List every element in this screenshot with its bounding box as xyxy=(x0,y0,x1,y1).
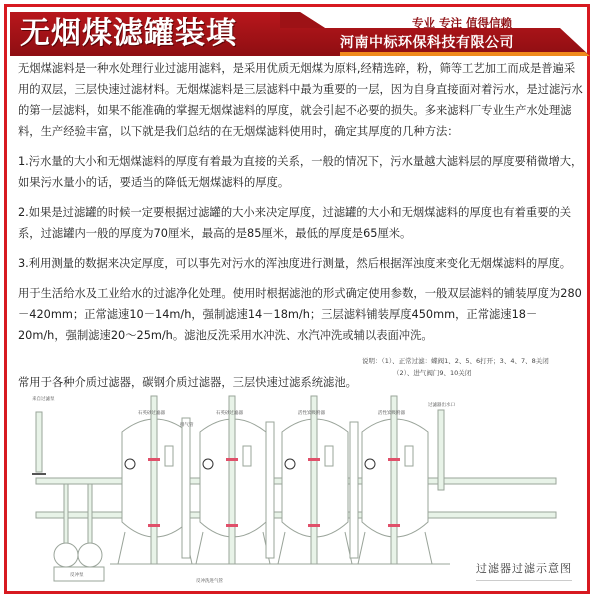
intro-paragraph: 无烟煤滤料是一种水处理行业过滤用滤料，是采用优质无烟煤为原料,经精选碎，粉，筛等工艺加工而成是普遍采用的双层，三层快速过滤材料。无烟煤滤料是三层滤料中最为重要的一层，因为自身直接面对着污水，是过滤污水的第一层滤料，如果不能准确的掌握无烟煤滤料的厚度，就会引起不必要的损失。多来滤料厂专业生产水处理滤料，生产经验丰富，以下就是我们总结的在无烟煤滤料使用时，确定其厚度的几种方法： xyxy=(18,62,583,138)
diagram-note xyxy=(362,355,549,379)
method-2: 2.如果是过滤罐的时候一定要根据过滤罐的大小来决定厚度，过滤罐的大小和无烟煤滤料的厚度也有着重要的关系，过滤罐内一般的厚度为70厘米，最高的是85厘米，最低的厚度是65厘米。 xyxy=(18,206,572,240)
note-line-1: 说明：（1）、正常过滤：蝶阀1、2、5、6打开；3、4、7、8关闭 xyxy=(362,357,549,365)
vent-label: 排气管 xyxy=(180,423,194,428)
inlet-label: 来自过滤泵 xyxy=(32,397,55,402)
tank-label-4: 活性炭吸附器 xyxy=(378,411,405,416)
pump-label: 反冲泵 xyxy=(70,573,84,578)
company-name: 河南中标环保科技有限公司 xyxy=(340,35,514,51)
outlet-label: 过滤器出水口 xyxy=(428,403,455,408)
tank-label-2: 石英砂过滤器 xyxy=(216,411,243,416)
header-banner xyxy=(10,12,590,56)
diagram-caption: 过滤器过滤示意图 xyxy=(476,560,572,581)
note-line-2: （2）、进气阀门9、10关闭 xyxy=(393,369,472,377)
usage-paragraph: 用于生活给水及工业给水的过滤净化处理。使用时根据滤池的形式确定使用参数，一般双层滤料的铺装厚度为280－420mm；正常滤速10－14m/h，强制滤速14－18m/h；三层滤料铺装厚度450mm，正常滤速18－20m/h，强制滤速20～25m/h。滤池反洗采用水冲洗、水汽冲洗或辅以表面冲洗。 xyxy=(18,287,582,342)
applications-paragraph: 常用于各种介质过滤器，碳钢介质过滤器，三层快速过滤系统滤池。 xyxy=(18,376,357,389)
method-3: 3.利用测量的数据来决定厚度，可以事先对污水的浑浊度进行测量，然后根据浑浊度来变化无烟煤滤料的厚度。 xyxy=(18,257,572,270)
slogan: 专业 专注 值得信赖 xyxy=(411,16,512,30)
method-1: 1.污水量的大小和无烟煤滤料的厚度有着最为直接的关系，一般的情况下，污水量越大滤料层的厚度要稍微增大，如果污水量小的话，要适当的降低无烟煤滤料的厚度。 xyxy=(18,155,583,189)
tank-label-3: 活性炭吸附器 xyxy=(298,411,325,416)
air-pipe-label: 反冲洗进气管 xyxy=(196,579,223,584)
article-body xyxy=(18,58,584,355)
page-title: 无烟煤滤罐装填 xyxy=(20,16,237,51)
tank-label-1: 石英砂过滤器 xyxy=(138,411,165,416)
